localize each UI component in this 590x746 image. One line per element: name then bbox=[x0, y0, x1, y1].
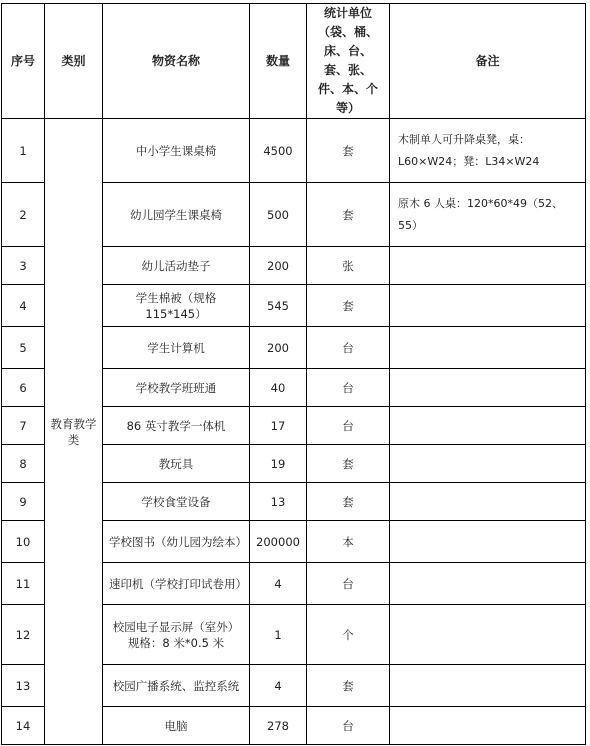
cell-seq: 1 bbox=[2, 119, 45, 183]
supplies-table bbox=[1, 3, 586, 745]
cell-qty: 40 bbox=[250, 369, 307, 407]
cell-qty: 200000 bbox=[250, 521, 307, 563]
cell-seq: 11 bbox=[2, 563, 45, 605]
header-name: 物资名称 bbox=[103, 4, 250, 119]
table-row bbox=[2, 119, 586, 183]
cell-name: 校园广播系统、监控系统 bbox=[103, 665, 250, 707]
cell-name: 86 英寸教学一体机 bbox=[103, 407, 250, 445]
cell-unit: 台 bbox=[307, 563, 390, 605]
cell-seq: 13 bbox=[2, 665, 45, 707]
cell-qty: 200 bbox=[250, 247, 307, 285]
cell-unit: 本 bbox=[307, 521, 390, 563]
cell-qty: 1 bbox=[250, 605, 307, 665]
cell-unit: 台 bbox=[307, 369, 390, 407]
cell-seq: 10 bbox=[2, 521, 45, 563]
cell-seq: 9 bbox=[2, 483, 45, 521]
cell-qty: 4 bbox=[250, 665, 307, 707]
cell-note bbox=[390, 327, 586, 369]
cell-qty: 4 bbox=[250, 563, 307, 605]
cell-seq: 12 bbox=[2, 605, 45, 665]
cell-note bbox=[390, 369, 586, 407]
cell-seq: 8 bbox=[2, 445, 45, 483]
cell-note: 木制单人可升降桌凳，桌：L60×W24；凳：L34×W24 bbox=[390, 119, 586, 183]
cell-qty: 13 bbox=[250, 483, 307, 521]
cell-name: 电脑 bbox=[103, 707, 250, 745]
header-note: 备注 bbox=[390, 4, 586, 119]
cell-seq: 4 bbox=[2, 285, 45, 327]
cell-name: 校园电子显示屏（室外）规格：8 米*0.5 米 bbox=[103, 605, 250, 665]
cell-unit: 张 bbox=[307, 247, 390, 285]
cell-name: 学生计算机 bbox=[103, 327, 250, 369]
cell-qty: 17 bbox=[250, 407, 307, 445]
cell-qty: 19 bbox=[250, 445, 307, 483]
cell-name: 学校食堂设备 bbox=[103, 483, 250, 521]
cell-note bbox=[390, 247, 586, 285]
cell-note bbox=[390, 483, 586, 521]
cell-unit: 套 bbox=[307, 285, 390, 327]
cell-note bbox=[390, 445, 586, 483]
cell-seq: 5 bbox=[2, 327, 45, 369]
cell-qty: 200 bbox=[250, 327, 307, 369]
cell-seq: 7 bbox=[2, 407, 45, 445]
cell-seq: 3 bbox=[2, 247, 45, 285]
cell-note bbox=[390, 521, 586, 563]
cell-name: 教玩具 bbox=[103, 445, 250, 483]
cell-unit: 套 bbox=[307, 665, 390, 707]
cell-note bbox=[390, 605, 586, 665]
header-seq: 序号 bbox=[2, 4, 45, 119]
cell-name: 中小学生课桌椅 bbox=[103, 119, 250, 183]
category-cell: 教育教学类 bbox=[45, 119, 103, 745]
header-qty: 数量 bbox=[250, 4, 307, 119]
header-row bbox=[2, 4, 586, 119]
cell-qty: 545 bbox=[250, 285, 307, 327]
cell-unit: 套 bbox=[307, 445, 390, 483]
cell-unit: 台 bbox=[307, 707, 390, 745]
cell-qty: 4500 bbox=[250, 119, 307, 183]
cell-seq: 2 bbox=[2, 183, 45, 247]
cell-note bbox=[390, 665, 586, 707]
cell-note bbox=[390, 563, 586, 605]
cell-name: 幼儿活动垫子 bbox=[103, 247, 250, 285]
cell-seq: 6 bbox=[2, 369, 45, 407]
cell-unit: 套 bbox=[307, 483, 390, 521]
cell-qty: 500 bbox=[250, 183, 307, 247]
cell-seq: 14 bbox=[2, 707, 45, 745]
cell-unit: 套 bbox=[307, 183, 390, 247]
cell-name: 幼儿园学生课桌椅 bbox=[103, 183, 250, 247]
cell-unit: 个 bbox=[307, 605, 390, 665]
cell-name: 学校图书（幼儿园为绘本） bbox=[103, 521, 250, 563]
cell-qty: 278 bbox=[250, 707, 307, 745]
cell-name: 学生棉被（规格 115*145） bbox=[103, 285, 250, 327]
cell-note bbox=[390, 285, 586, 327]
cell-note bbox=[390, 707, 586, 745]
cell-name: 速印机（学校打印试卷用） bbox=[103, 563, 250, 605]
cell-unit: 套 bbox=[307, 119, 390, 183]
header-unit: 统计单位（袋、桶、床、台、套、张、件、本、个等） bbox=[307, 4, 390, 119]
cell-name: 学校教学班班通 bbox=[103, 369, 250, 407]
cell-note: 原木 6 人桌：120*60*49（52、55） bbox=[390, 183, 586, 247]
cell-unit: 台 bbox=[307, 407, 390, 445]
header-category: 类别 bbox=[45, 4, 103, 119]
cell-note bbox=[390, 407, 586, 445]
cell-unit: 台 bbox=[307, 327, 390, 369]
